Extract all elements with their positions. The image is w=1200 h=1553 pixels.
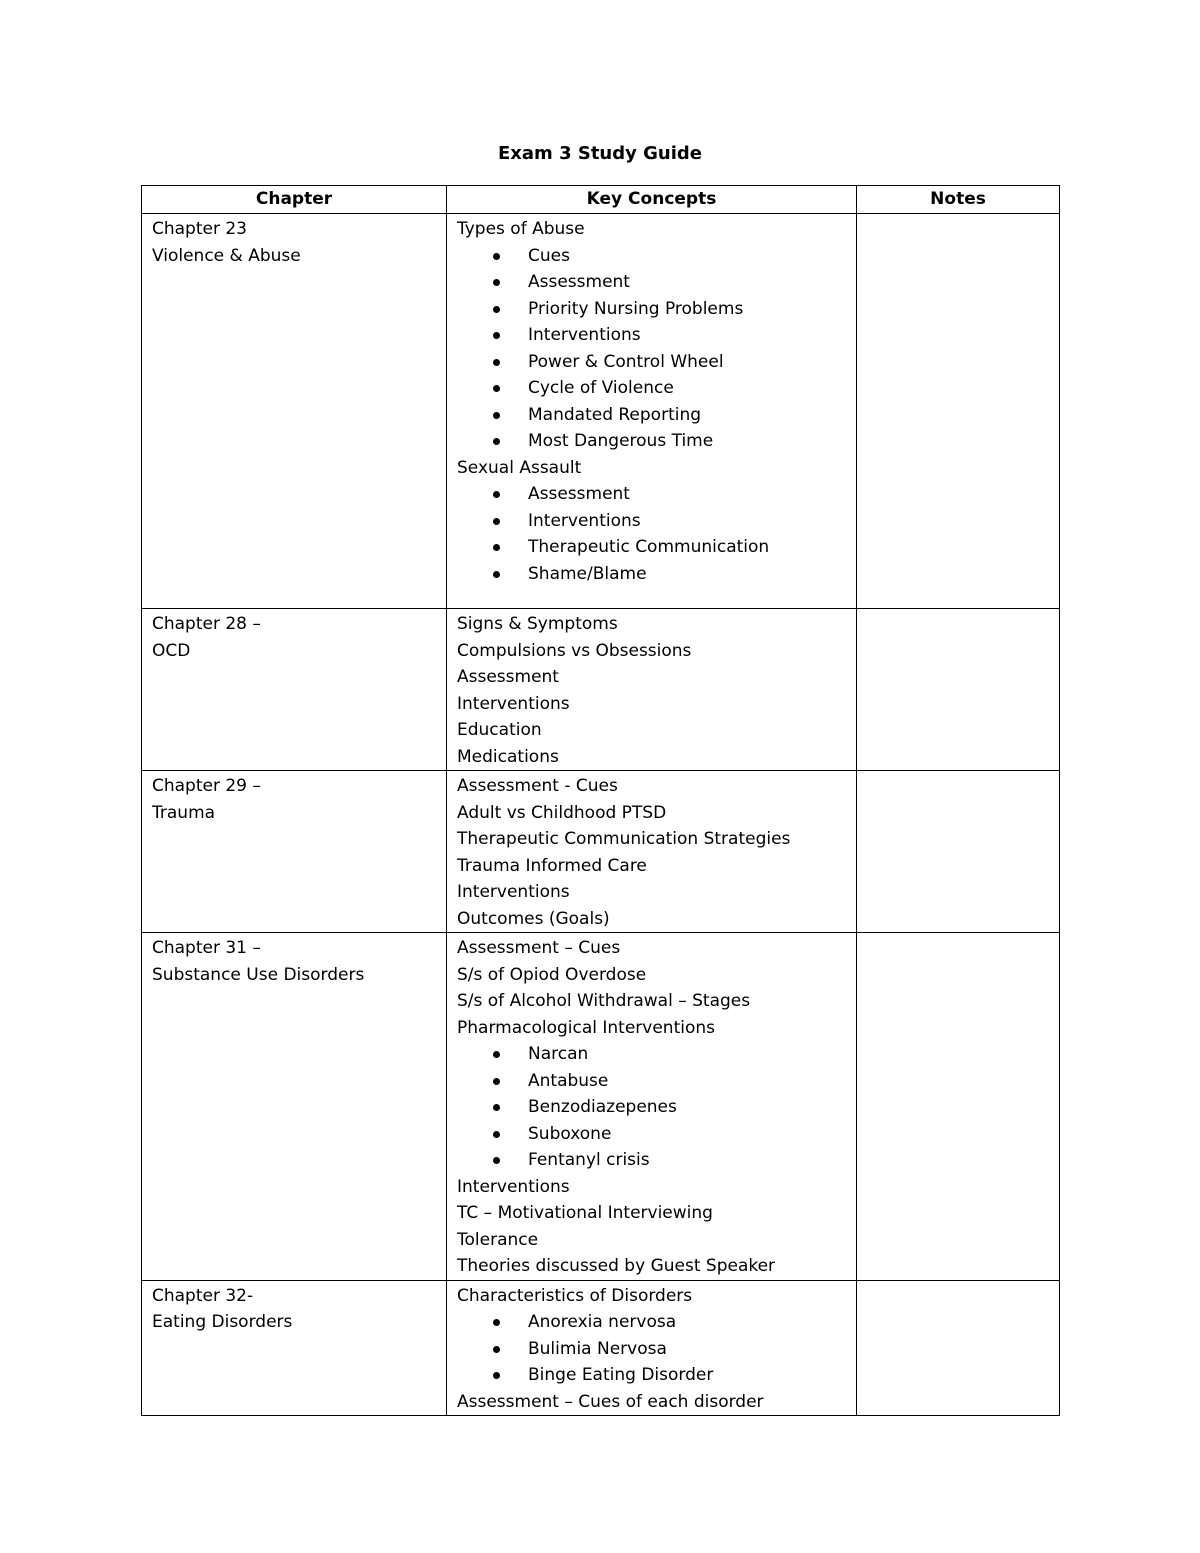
concept-bullet-item [457, 243, 848, 270]
concept-bullet-item [457, 481, 848, 508]
bullet-dot-icon [493, 1051, 500, 1058]
concept-text: Most Dangerous Time [528, 431, 714, 451]
concept-bullet-item [457, 1068, 848, 1095]
concept-bullet-item [457, 375, 848, 402]
concept-heading: Characteristics of Disorders [457, 1285, 693, 1306]
notes-cell[interactable] [857, 214, 1060, 609]
concept-text: Narcan [528, 1044, 589, 1064]
concept-heading: Therapeutic Communication Strategies [457, 829, 791, 849]
bullet-dot-icon [493, 1078, 500, 1085]
page-title: Exam 3 Study Guide [498, 143, 702, 164]
notes-cell[interactable] [857, 933, 1060, 1281]
header-chapter: Chapter [142, 186, 447, 214]
study-guide-table [141, 185, 1060, 1416]
concept-heading: Education [457, 720, 542, 740]
bullet-dot-icon [493, 306, 500, 313]
concept-text: Antabuse [528, 1070, 609, 1091]
concept-text: Bulimia Nervosa [528, 1338, 667, 1359]
chapter-topic: Eating Disorders [152, 1312, 293, 1332]
bullet-dot-icon [493, 518, 500, 525]
concept-heading: Assessment – Cues [457, 938, 621, 958]
table-body [142, 214, 1060, 1416]
bullet-dot-icon [493, 1319, 500, 1326]
concept-heading: Theories discussed by Guest Speaker [457, 1256, 776, 1276]
chapter-cell [142, 771, 447, 933]
chapter-number: Chapter 23 [152, 219, 248, 239]
concept-bullet-item [457, 534, 848, 561]
concept-bullet-item [457, 561, 848, 588]
bullet-dot-icon [493, 359, 500, 366]
bullet-dot-icon [493, 279, 500, 286]
concept-heading: Medications [457, 746, 559, 767]
chapter-cell [142, 933, 447, 1281]
notes-cell[interactable] [857, 609, 1060, 771]
concept-heading: Trauma Informed Care [457, 855, 647, 876]
concept-heading: Assessment – Cues of each disorder [457, 1391, 764, 1412]
concept-heading: Outcomes (Goals) [457, 908, 610, 929]
chapter-topic: Violence & Abuse [152, 245, 301, 266]
bullet-dot-icon [493, 1104, 500, 1111]
bullet-dot-icon [493, 571, 500, 578]
concept-heading: Sexual Assault [457, 457, 582, 478]
concept-text: Anorexia nervosa [528, 1312, 677, 1332]
chapter-topic: Substance Use Disorders [152, 964, 365, 985]
concept-bullet-item [457, 428, 848, 455]
concept-heading: Assessment [457, 667, 559, 687]
bullet-dot-icon [493, 1131, 500, 1138]
concept-bullet-item [457, 296, 848, 323]
table-row [142, 771, 1060, 933]
concept-text: Mandated Reporting [528, 404, 702, 425]
concept-heading: Interventions [457, 1176, 570, 1197]
bullet-dot-icon [493, 412, 500, 419]
bullet-dot-icon [493, 332, 500, 339]
concept-heading: Interventions [457, 882, 570, 902]
concept-text: Therapeutic Communication [528, 537, 770, 557]
table-header-row [142, 186, 1060, 214]
chapter-cell [142, 1280, 447, 1416]
table-row [142, 214, 1060, 609]
concept-heading: Types of Abuse [457, 219, 585, 239]
concept-heading: Tolerance [457, 1229, 539, 1250]
chapter-number: Chapter 31 – [152, 938, 261, 958]
concept-bullet-item [457, 508, 848, 535]
chapter-cell [142, 214, 447, 609]
key-concepts-cell [447, 1280, 857, 1416]
key-concepts-cell [447, 771, 857, 933]
concept-text: Interventions [528, 325, 641, 345]
concept-bullet-item [457, 269, 848, 296]
bullet-dot-icon [493, 438, 500, 445]
table-row [142, 1280, 1060, 1416]
bullet-dot-icon [493, 544, 500, 551]
bullet-dot-icon [493, 253, 500, 260]
header-notes: Notes [857, 186, 1060, 214]
concept-heading: Assessment - Cues [457, 776, 618, 796]
notes-cell[interactable] [857, 1280, 1060, 1416]
concept-bullet-item [457, 1362, 848, 1389]
concept-heading: Signs & Symptoms [457, 614, 618, 634]
bullet-dot-icon [493, 385, 500, 392]
concept-text: Cycle of Violence [528, 378, 674, 398]
concept-bullet-item [457, 1309, 848, 1336]
concept-text: Power & Control Wheel [528, 351, 724, 372]
header-key-concepts: Key Concepts [447, 186, 857, 214]
concept-bullet-item [457, 1336, 848, 1363]
concept-bullet-item [457, 1094, 848, 1121]
bullet-dot-icon [493, 1157, 500, 1164]
concept-text: Fentanyl crisis [528, 1150, 650, 1170]
key-concepts-cell [447, 933, 857, 1281]
concept-text: Shame/Blame [528, 563, 647, 584]
chapter-number: Chapter 32- [152, 1285, 254, 1306]
concept-heading: S/s of Opiod Overdose [457, 964, 647, 985]
table-row [142, 609, 1060, 771]
concept-bullet-item [457, 1147, 848, 1174]
concept-text: Suboxone [528, 1123, 612, 1144]
concept-bullet-item [457, 322, 848, 349]
concept-bullet-item [457, 402, 848, 429]
concept-text: Priority Nursing Problems [528, 298, 744, 319]
concept-text: Assessment [528, 272, 630, 292]
chapter-cell [142, 609, 447, 771]
concept-heading: Adult vs Childhood PTSD [457, 802, 667, 823]
notes-cell[interactable] [857, 771, 1060, 933]
key-concepts-cell [447, 214, 857, 609]
key-concepts-cell [447, 609, 857, 771]
chapter-topic: OCD [152, 640, 191, 661]
bullet-dot-icon [493, 1372, 500, 1379]
concept-bullet-item [457, 349, 848, 376]
concept-text: Cues [528, 245, 570, 266]
concept-bullet-item [457, 1041, 848, 1068]
concept-text: Interventions [528, 510, 641, 531]
concept-heading: S/s of Alcohol Withdrawal – Stages [457, 991, 751, 1011]
chapter-topic: Trauma [152, 802, 216, 823]
bullet-dot-icon [493, 491, 500, 498]
concept-heading: Interventions [457, 693, 570, 714]
concept-heading: Compulsions vs Obsessions [457, 640, 692, 661]
concept-text: Benzodiazepenes [528, 1097, 677, 1117]
bullet-dot-icon [493, 1346, 500, 1353]
concept-bullet-item [457, 1121, 848, 1148]
concept-text: Binge Eating Disorder [528, 1365, 714, 1385]
table-row [142, 933, 1060, 1281]
chapter-number: Chapter 29 – [152, 776, 261, 796]
chapter-number: Chapter 28 – [152, 614, 261, 634]
concept-text: Assessment [528, 484, 630, 504]
concept-heading: TC – Motivational Interviewing [457, 1203, 713, 1223]
concept-heading: Pharmacological Interventions [457, 1017, 716, 1038]
